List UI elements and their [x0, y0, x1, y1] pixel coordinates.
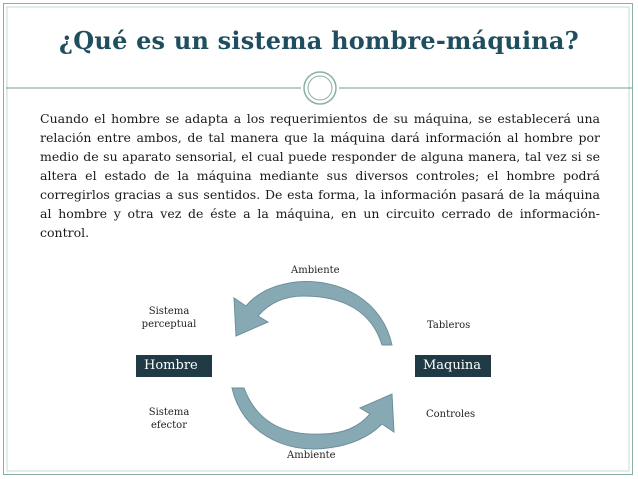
body-paragraph: Cuando el hombre se adapta a los requerimientos de su máquina, se establecerá una relación entre ambos, de tal manera que la máquina dará información al hombre por medio de su aparato sensorial, el cual puede responder de alguna manera, tal vez si se altera el estado de la máquina mediante sus diversos controles; el hombre podrá corregirlos gracias a sus sentidos. De esta forma, la información pasará de la máquina al hombre y otra vez de éste a la máquina, en un circuito cerrado de información-control.	[40, 111, 600, 240]
title-divider	[6, 68, 632, 108]
label-sistema-efector: Sistema efector	[148, 407, 190, 431]
hombre-box: Hombre	[136, 355, 212, 377]
divider-ring-icon	[304, 72, 336, 104]
label-controles: Controles	[426, 409, 476, 420]
slide-title: ¿Qué es un sistema hombre-máquina?	[59, 26, 579, 55]
label-sistema-perceptual: Sistema perceptual	[141, 306, 197, 330]
label-ambiente-bottom: Ambiente	[287, 450, 336, 461]
label-ambiente-top: Ambiente	[291, 265, 340, 276]
label-tableros: Tableros	[427, 320, 471, 331]
maquina-box: Maquina	[415, 355, 491, 377]
